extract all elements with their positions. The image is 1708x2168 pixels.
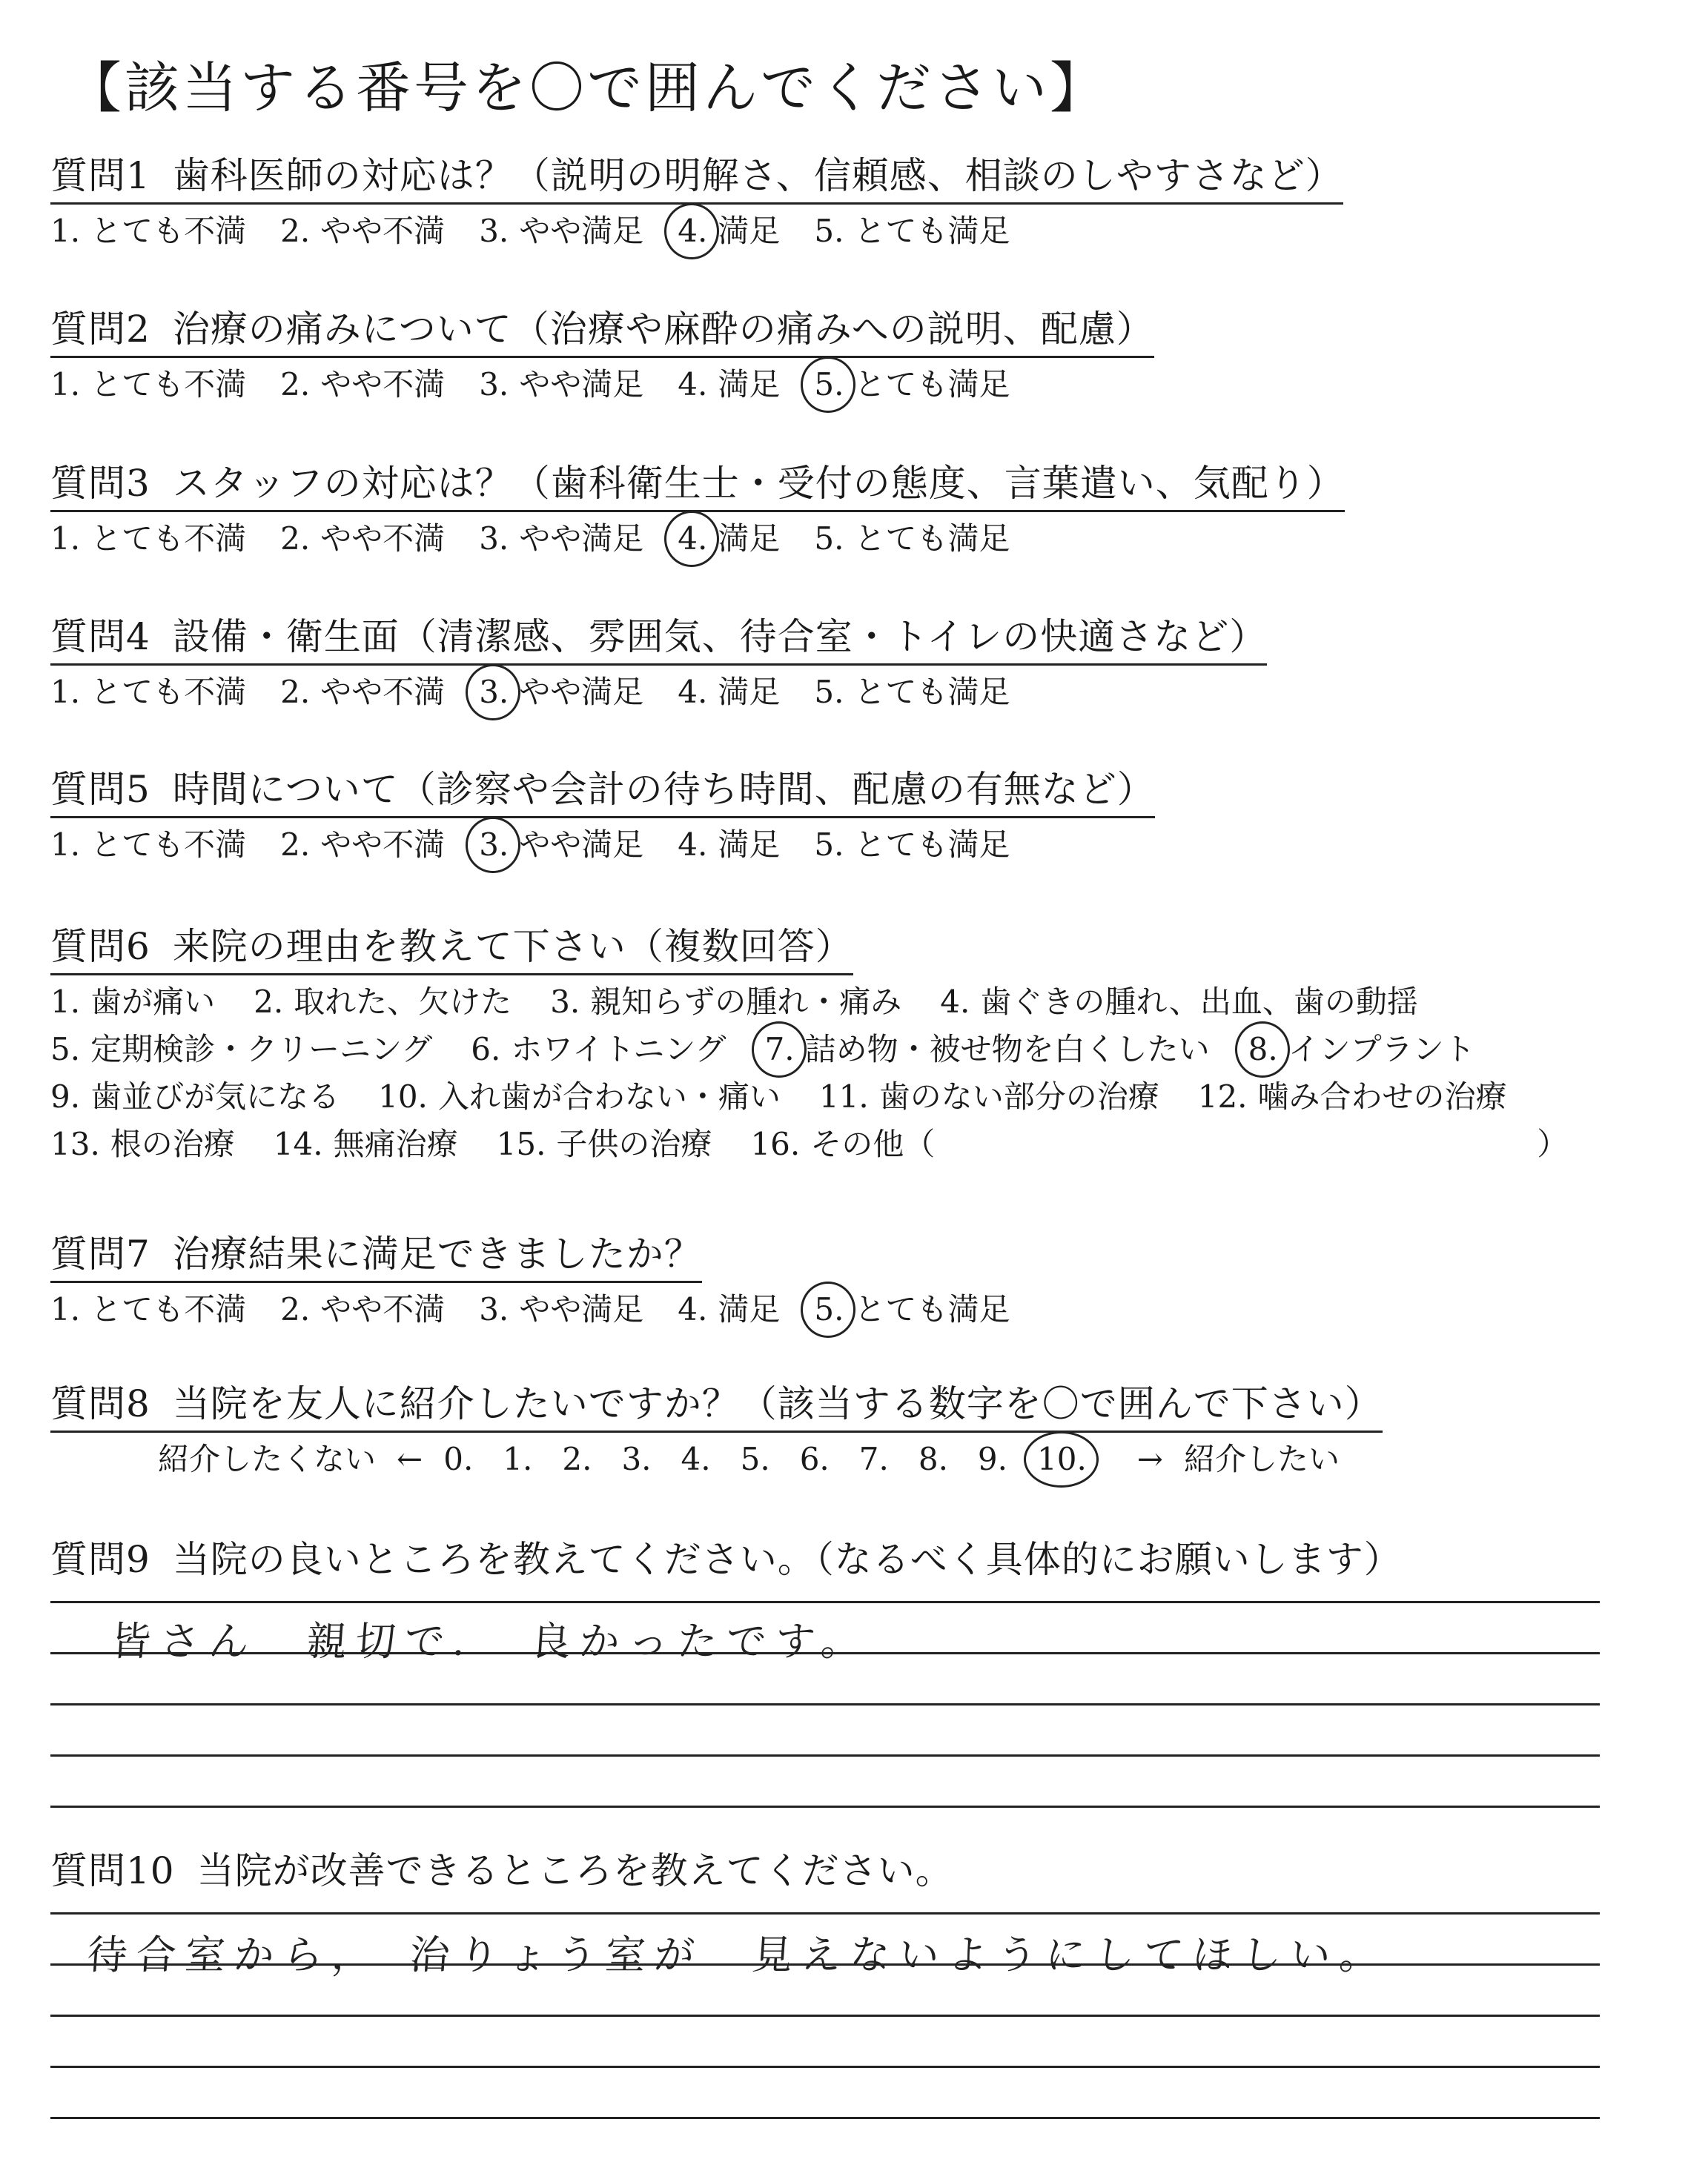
- option[interactable]: [741, 1439, 770, 1480]
- option-label: 満足: [718, 1291, 781, 1327]
- option-circled[interactable]: [765, 1029, 1210, 1070]
- option-label: 定期検診・クリーニング: [90, 1031, 433, 1067]
- option-circled[interactable]: [479, 824, 643, 866]
- option-label: やや不満: [320, 520, 446, 557]
- option[interactable]: [254, 981, 512, 1023]
- option[interactable]: [678, 672, 780, 713]
- option[interactable]: [471, 1029, 726, 1070]
- option-label: とても満足: [854, 520, 1010, 557]
- option-number: 4.: [678, 826, 708, 863]
- options-row: [50, 518, 1345, 560]
- option[interactable]: [280, 1289, 445, 1330]
- option-label: とても不満: [90, 674, 247, 710]
- option-number: 3.: [479, 1291, 509, 1327]
- option[interactable]: [443, 1439, 473, 1480]
- left-arrow-icon: ←: [397, 1441, 423, 1477]
- option-number: 3.: [479, 520, 509, 557]
- option-label: 満足: [718, 213, 781, 249]
- option[interactable]: [280, 518, 445, 560]
- option[interactable]: [750, 1124, 935, 1165]
- option-circled[interactable]: [814, 364, 1010, 405]
- option-label: 親知らずの腫れ・痛み: [590, 984, 902, 1020]
- option-label: とても満足: [854, 213, 1010, 249]
- question-title: [50, 766, 1155, 818]
- option-label: 歯が痛い: [90, 984, 216, 1020]
- question-9: [50, 1536, 1402, 1586]
- question-number: 質問9: [50, 1538, 150, 1581]
- option[interactable]: [678, 364, 780, 405]
- option[interactable]: [859, 1439, 889, 1480]
- option[interactable]: [497, 1124, 712, 1165]
- question-4: [50, 613, 1267, 713]
- options-row: [50, 981, 1568, 1023]
- option-number: 1.: [50, 520, 81, 557]
- option-number: 8.: [918, 1441, 948, 1477]
- options-row: [50, 1076, 1568, 1118]
- option-number: 13.: [50, 1126, 100, 1162]
- question-number: 質問6: [50, 925, 150, 968]
- options-row: [50, 1029, 1568, 1070]
- option[interactable]: [814, 518, 1010, 560]
- option-label: とても不満: [90, 1291, 247, 1327]
- option-number: 4.: [681, 1441, 711, 1477]
- question-title: [50, 1536, 1402, 1586]
- option-label: やや満足: [519, 1291, 644, 1327]
- option-number: 2.: [280, 674, 311, 710]
- option-number: 11.: [818, 1078, 869, 1115]
- question-title: [50, 613, 1267, 666]
- question-text: 治療結果に満足できましたか？: [172, 1233, 702, 1276]
- option-label: 詰め物・被せ物を白くしたい: [804, 1031, 1210, 1067]
- option[interactable]: [503, 1439, 532, 1480]
- question-number: 質問3: [50, 462, 150, 505]
- option-number: 5.: [814, 364, 844, 405]
- option-label: 満足: [718, 674, 781, 710]
- question-5: [50, 766, 1155, 866]
- option-number: 8.: [1248, 1029, 1278, 1070]
- option-number: 9.: [977, 1441, 1007, 1477]
- option-number: 2.: [254, 984, 284, 1020]
- option-label: 歯のない部分の治療: [878, 1078, 1159, 1115]
- option-number: 2.: [280, 520, 311, 557]
- other-close-paren: ）: [1537, 1126, 1569, 1162]
- option-number: 1.: [50, 674, 81, 710]
- option[interactable]: [274, 1124, 458, 1165]
- option[interactable]: [50, 1124, 235, 1165]
- option[interactable]: [50, 364, 246, 405]
- question-title: [50, 1380, 1383, 1433]
- option-number: 10.: [378, 1078, 428, 1115]
- option-label: インプラント: [1288, 1031, 1475, 1067]
- question-text: 時間について（診察や会計の待ち時間、配慮の有無など）: [172, 768, 1155, 811]
- option-circled[interactable]: [814, 1289, 1010, 1330]
- option-circled[interactable]: [1037, 1439, 1087, 1480]
- option-number: 3.: [479, 824, 509, 866]
- option[interactable]: [479, 364, 643, 405]
- option[interactable]: [1198, 1076, 1507, 1118]
- option[interactable]: [978, 1439, 1007, 1480]
- right-arrow-icon: →: [1136, 1441, 1163, 1477]
- option-label: 入れ歯が合わない・痛い: [437, 1078, 781, 1115]
- option[interactable]: [918, 1439, 948, 1480]
- options-row: [50, 210, 1343, 252]
- option-label: 歯並びが気になる: [90, 1078, 340, 1115]
- option-label: やや不満: [320, 826, 446, 863]
- option[interactable]: [50, 981, 215, 1023]
- option-number: 5.: [814, 520, 844, 557]
- question-7: [50, 1230, 1044, 1330]
- options-row: [50, 1124, 1568, 1165]
- question-number: 質問8: [50, 1382, 150, 1425]
- option-label: 満足: [718, 520, 781, 557]
- question-text: 設備・衛生面（清潔感、雰囲気、待合室・トイレの快適さなど）: [172, 615, 1268, 658]
- option-label: とても満足: [854, 1291, 1010, 1327]
- handwritten-answer-q9: 皆さん 親切で． 良かったです。: [109, 1618, 872, 1665]
- option-circled[interactable]: [678, 210, 780, 252]
- option[interactable]: [678, 824, 780, 866]
- scale-left-label: 紹介したくない: [158, 1441, 377, 1477]
- option-number: 5.: [814, 213, 844, 249]
- option[interactable]: [814, 824, 1010, 866]
- option[interactable]: [280, 672, 445, 713]
- option[interactable]: [621, 1439, 651, 1480]
- option-number: 4.: [678, 366, 708, 402]
- question-number: 質問1: [50, 154, 150, 197]
- option[interactable]: [940, 981, 1418, 1023]
- question-text: 来院の理由を教えて下さい（複数回答）: [172, 925, 853, 968]
- option-number: 9.: [50, 1078, 81, 1115]
- option-number: 4.: [678, 674, 708, 710]
- option-number: 2.: [280, 366, 311, 402]
- option-label: 根の治療: [110, 1126, 235, 1162]
- option[interactable]: [280, 824, 445, 866]
- option-number: 2.: [562, 1441, 592, 1477]
- options-row: [50, 1289, 1044, 1330]
- option-number: 5.: [814, 826, 844, 863]
- question-6: [50, 923, 1568, 1165]
- options-row: [50, 824, 1155, 866]
- question-8: [50, 1380, 1383, 1480]
- option[interactable]: [50, 1289, 246, 1330]
- option-label: やや不満: [320, 1291, 446, 1327]
- option-number: 1.: [503, 1441, 533, 1477]
- question-number: 質問7: [50, 1233, 150, 1276]
- option[interactable]: [562, 1439, 592, 1480]
- options-row: [158, 1439, 1383, 1480]
- question-text: スタッフの対応は？（歯科衛生士・受付の態度、言葉遣い、気配り）: [172, 462, 1345, 505]
- option-label: やや満足: [519, 366, 644, 402]
- question-2: [50, 305, 1154, 405]
- option-number: 10.: [1037, 1439, 1087, 1480]
- option-label: やや満足: [519, 520, 644, 557]
- option-label: とても不満: [90, 520, 247, 557]
- option[interactable]: [681, 1439, 711, 1480]
- option-number: 1.: [50, 984, 81, 1020]
- option[interactable]: [280, 210, 445, 252]
- question-10: [50, 1847, 953, 1897]
- option-number: 1.: [50, 1291, 81, 1327]
- option-label: 満足: [718, 366, 781, 402]
- option-label: 取れた、欠けた: [294, 984, 512, 1020]
- option[interactable]: [50, 1029, 432, 1070]
- option[interactable]: [50, 824, 246, 866]
- question-text: 歯科医師の対応は？（説明の明解さ、信頼感、相談のしやすさなど）: [172, 154, 1343, 197]
- option-label: とても満足: [854, 826, 1010, 863]
- option-number: 2.: [280, 213, 311, 249]
- question-number: 質問10: [50, 1849, 175, 1892]
- options-row: [50, 672, 1267, 713]
- option-label: やや満足: [519, 826, 644, 863]
- question-title: [50, 923, 853, 975]
- option-number: 1.: [50, 826, 81, 863]
- option[interactable]: [678, 1289, 780, 1330]
- option[interactable]: [814, 210, 1010, 252]
- option-number: 5.: [740, 1441, 770, 1477]
- option[interactable]: [50, 672, 246, 713]
- option[interactable]: [50, 210, 246, 252]
- question-text: 当院を友人に紹介したいですか？（該当する数字を〇で囲んで下さい）: [172, 1382, 1383, 1425]
- option-label: その他（: [810, 1126, 936, 1162]
- question-number: 質問4: [50, 615, 150, 658]
- option-number: 14.: [273, 1126, 323, 1162]
- option-circled[interactable]: [479, 672, 643, 713]
- option-label: 歯ぐきの腫れ、出血、歯の動揺: [980, 984, 1418, 1020]
- option[interactable]: [479, 518, 643, 560]
- option-number: 6.: [799, 1441, 830, 1477]
- option-number: 3.: [479, 366, 509, 402]
- option-number: 5.: [814, 1289, 844, 1330]
- option-label: とても不満: [90, 213, 247, 249]
- option-label: 満足: [718, 826, 781, 863]
- option[interactable]: [814, 672, 1010, 713]
- scale-right-label: 紹介したい: [1184, 1441, 1340, 1477]
- option-number: 7.: [765, 1029, 795, 1070]
- option[interactable]: [819, 1076, 1159, 1118]
- question-text: 当院の良いところを教えてください。（なるべく具体的にお願いします）: [172, 1538, 1402, 1581]
- option-label: やや不満: [320, 213, 446, 249]
- option[interactable]: [50, 1076, 340, 1118]
- option-number: 7.: [858, 1441, 889, 1477]
- option-number: 2.: [280, 826, 311, 863]
- option-label: やや満足: [519, 213, 644, 249]
- option-number: 6.: [471, 1031, 501, 1067]
- option-number: 3.: [550, 984, 580, 1020]
- question-title: [50, 460, 1345, 512]
- option[interactable]: [550, 981, 901, 1023]
- option-number: 5.: [814, 674, 844, 710]
- options-row: [50, 364, 1154, 405]
- question-title: [50, 152, 1343, 205]
- option-circled[interactable]: [678, 518, 780, 560]
- question-title: [50, 305, 1154, 358]
- option[interactable]: [800, 1439, 830, 1480]
- option-number: 4.: [678, 210, 707, 252]
- option-number: 1.: [50, 213, 81, 249]
- option-label: やや満足: [519, 674, 644, 710]
- option-number: 15.: [496, 1126, 546, 1162]
- option-label: ホワイトニング: [511, 1031, 726, 1067]
- question-title: [50, 1230, 702, 1283]
- option-number: 16.: [750, 1126, 801, 1162]
- option-label: とても満足: [854, 674, 1010, 710]
- question-title: [50, 1847, 953, 1897]
- question-3: [50, 460, 1345, 560]
- option-number: 4.: [940, 984, 970, 1020]
- option-label: とても不満: [90, 826, 247, 863]
- question-1: [50, 152, 1343, 252]
- option-circled[interactable]: [1248, 1029, 1475, 1070]
- option[interactable]: [479, 210, 643, 252]
- question-text: 当院が改善できるところを教えてください。: [196, 1849, 953, 1892]
- option-number: 3.: [479, 672, 509, 713]
- option-number: 3.: [621, 1441, 652, 1477]
- option-label: 無痛治療: [333, 1126, 458, 1162]
- option-label: やや不満: [320, 674, 446, 710]
- option-number: 3.: [479, 213, 509, 249]
- option-label: 噛み合わせの治療: [1257, 1078, 1507, 1115]
- handwritten-answer-q10: 待合室から， 治りょう室が 見えないようにしてほしい。: [85, 1932, 1390, 1978]
- option-number: 4.: [678, 1291, 708, 1327]
- option-number: 4.: [678, 518, 707, 560]
- option[interactable]: [50, 518, 246, 560]
- question-number: 質問2: [50, 308, 150, 351]
- option-label: とても満足: [854, 366, 1010, 402]
- option-number: 1.: [50, 366, 81, 402]
- question-text: 治療の痛みについて（治療や麻酔の痛みへの説明、配慮）: [172, 308, 1154, 351]
- question-number: 質問5: [50, 768, 150, 811]
- option-number: 5.: [50, 1031, 81, 1067]
- option-number: 0.: [443, 1441, 474, 1477]
- option-label: 子供の治療: [556, 1126, 712, 1162]
- option-label: とても不満: [90, 366, 247, 402]
- option-label: やや不満: [320, 366, 446, 402]
- option[interactable]: [280, 364, 445, 405]
- option-number: 12.: [1197, 1078, 1248, 1115]
- option[interactable]: [378, 1076, 781, 1118]
- option-number: 2.: [280, 1291, 311, 1327]
- page-heading: 【該当する番号を〇で囲んでください】: [67, 56, 1108, 120]
- option[interactable]: [479, 1289, 643, 1330]
